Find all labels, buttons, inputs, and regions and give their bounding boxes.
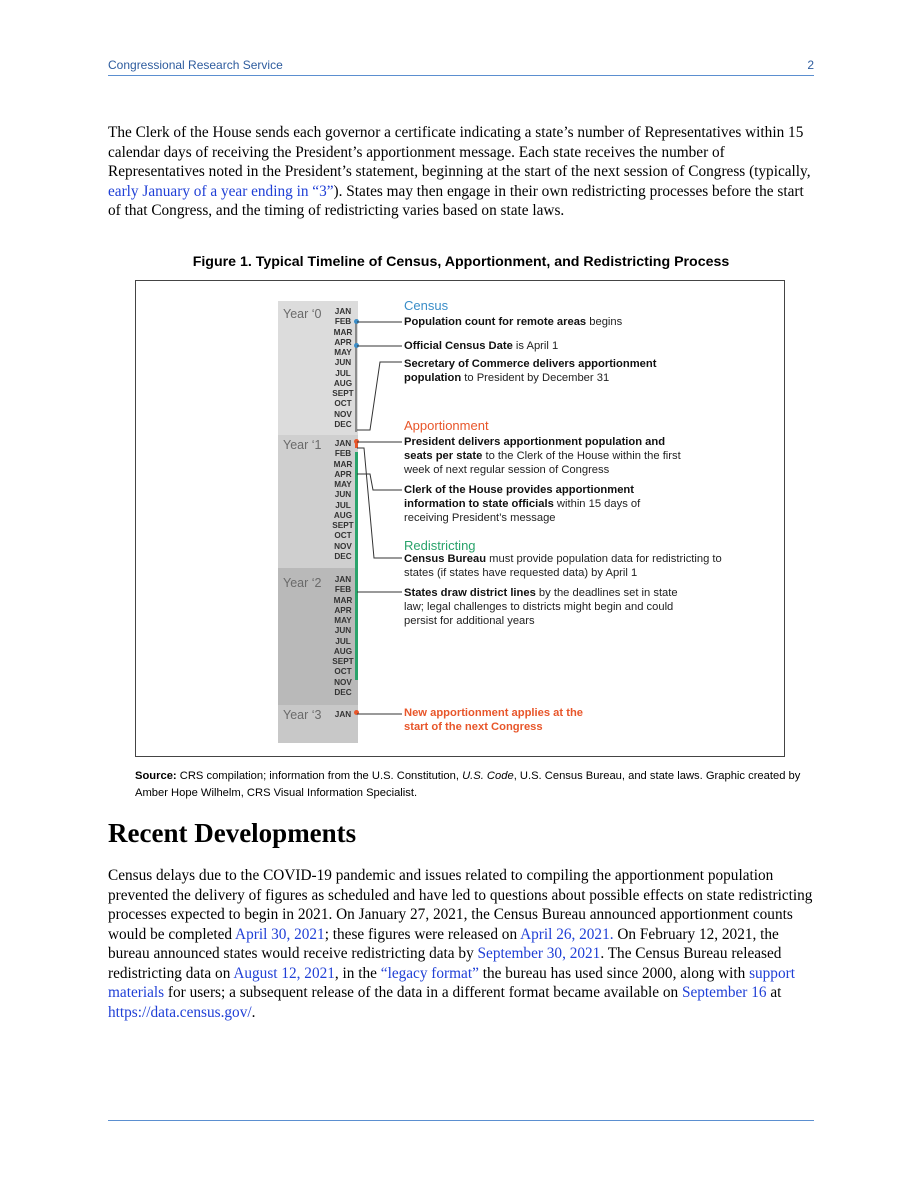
- link-september-30[interactable]: September 30, 2021: [477, 945, 601, 962]
- event-district-rest: by the deadlines set in state law; legal challenges to districts might begin and could persist for additional years: [404, 587, 678, 627]
- year2-month-mar: MAR: [333, 595, 353, 605]
- year2-label: Year ‘2: [283, 576, 322, 590]
- year0-month-apr: APR: [334, 337, 352, 347]
- year1-month-nov: NOV: [334, 541, 352, 551]
- year0-month-aug: AUG: [333, 378, 353, 388]
- figure-title: Figure 1. Typical Timeline of Census, Apportionment, and Redistricting Process: [192, 254, 730, 270]
- year1-label: Year ‘1: [283, 438, 322, 452]
- link-september-16[interactable]: September 16: [681, 984, 767, 1001]
- event-bureau-bold: Census Bureau: [404, 553, 487, 565]
- year0-month-mar: MAR: [333, 327, 353, 337]
- section-heading: Recent Developments: [108, 818, 357, 848]
- year3-month-jan: JAN: [334, 710, 352, 719]
- event-commerce-delivers: [404, 357, 674, 385]
- year1-month-mar: MAR: [333, 459, 353, 469]
- footer-rule: [108, 1120, 814, 1121]
- recent-text-6: the bureau has used since 2000, along with: [478, 964, 750, 982]
- source-italic: U.S. Code: [462, 770, 514, 782]
- recent-text-1: Census delays due to the COVID-19 pandemic and issues related to compiling the apportionment population prevented the delivery of figures as scheduled and have led to questions about possible effects on state redistricting processes expected to begin in 2021. On January 27, 2021, the Census Bureau announced apportionment counts would be completed: [108, 867, 813, 943]
- year1-month-feb: FEB: [334, 449, 352, 459]
- year2-month-nov: NOV: [334, 677, 352, 687]
- event-bureau-rest: must provide population data for redistricting to states (if states have requested data) by April 1: [404, 553, 722, 579]
- page-header: [108, 58, 814, 75]
- year2-month-jun: JUN: [334, 626, 352, 636]
- year0-month-feb: FEB: [334, 317, 352, 327]
- year0-month-sept: SEPT: [332, 389, 354, 398]
- year2-month-sept: SEPT: [332, 657, 354, 666]
- section-apportionment: Apportionment: [404, 418, 489, 433]
- link-data-census-gov[interactable]: https://data.census.gov/: [108, 1003, 252, 1021]
- year0-label: Year ‘0: [283, 307, 322, 321]
- link-april-26[interactable]: April 26, 2021.: [520, 925, 614, 943]
- source-text-1: CRS compilation; information from the U.S. Constitution,: [176, 770, 463, 782]
- page-number: 2: [807, 58, 814, 72]
- year1-month-apr: APR: [334, 469, 352, 479]
- event-clerk-provides: [404, 483, 664, 525]
- intro-text-1: The Clerk of the House sends each governor a certificate indicating a state’s number of Representatives within 15 calendar days of receiving the President’s apportionment message. Each state receives the number of Representatives noted in the President’s statement, beginning at the start of the next session of Congress (typically,: [108, 124, 811, 180]
- event-district-bold: States draw district lines: [404, 587, 536, 599]
- figure-source: [135, 768, 805, 801]
- recent-paragraph: [108, 866, 816, 1022]
- event-census-date-bold: Official Census Date: [404, 340, 513, 352]
- year0-month-oct: OCT: [334, 399, 352, 409]
- event-remote-count: [404, 315, 734, 329]
- year0-month-may: MAY: [334, 348, 352, 357]
- year1-month-sept: SEPT: [332, 521, 354, 530]
- recent-text-3: On February 12, 2021, the bureau announced states would receive redistricting data by: [108, 925, 779, 962]
- link-legacy-format[interactable]: “legacy format”: [380, 964, 479, 982]
- event-president-rest: to the Clerk of the House within the first week of next regular session of Congress: [404, 450, 681, 476]
- event-remote-count-rest: begins: [586, 316, 623, 328]
- year2-month-jan: JAN: [334, 575, 352, 584]
- event-clerk-bold: Clerk of the House provides apportionment information to state officials: [404, 484, 634, 510]
- intro-paragraph: [108, 123, 816, 221]
- year1-month-jun: JUN: [334, 490, 352, 500]
- year1-month-jan: JAN: [334, 439, 352, 448]
- link-early-january[interactable]: early January of a year ending in “3”: [108, 182, 334, 200]
- event-commerce-rest: to President by December 31: [461, 372, 610, 384]
- year3-label: Year ‘3: [283, 708, 322, 722]
- event-census-bureau-data: [404, 552, 734, 580]
- recent-text-4: . The Census Bureau released redistricting data on: [108, 945, 782, 982]
- year2-month-jul: JUL: [335, 636, 351, 646]
- year1-month-jul: JUL: [335, 500, 351, 510]
- year1-month-oct: OCT: [334, 531, 352, 541]
- recent-text-2: ; these figures were released on: [324, 925, 521, 943]
- event-commerce-bold: Secretary of Commerce delivers apportionment population: [404, 358, 657, 384]
- recent-text-5: , in the: [334, 964, 381, 982]
- year0-month-jul: JUL: [335, 368, 351, 378]
- year2-month-feb: FEB: [334, 585, 352, 595]
- event-president-bold: President delivers apportionment population and seats per state: [404, 436, 666, 462]
- year2-month-aug: AUG: [333, 646, 353, 656]
- year0-month-jun: JUN: [334, 358, 352, 368]
- year0-month-nov: NOV: [334, 409, 352, 419]
- recent-text-9: .: [251, 1003, 256, 1021]
- event-president-delivers: [404, 435, 684, 477]
- year2-month-apr: APR: [334, 605, 352, 615]
- event-district-lines: [404, 586, 694, 628]
- source-label: Source:: [135, 770, 177, 782]
- event-clerk-rest: within 15 days of receiving President’s message: [404, 498, 641, 524]
- year0-month-jan: JAN: [334, 307, 352, 316]
- event-census-date-rest: is April 1: [512, 340, 559, 352]
- header-rule: [108, 75, 814, 76]
- section-census: Census: [404, 298, 449, 313]
- recent-text-8: at: [766, 984, 782, 1001]
- section-redistricting: Redistricting: [404, 538, 476, 553]
- year1-month-may: MAY: [334, 480, 352, 489]
- link-april-30[interactable]: April 30, 2021: [235, 925, 325, 943]
- year1-month-aug: AUG: [333, 510, 353, 520]
- link-support-materials[interactable]: support materials: [108, 964, 795, 1001]
- intro-text-2: ). States may then engage in their own redistricting processes before the start of that Congress, and the timing of redistricting varies based on state laws.: [108, 182, 804, 219]
- year0-month-dec: DEC: [334, 419, 352, 429]
- org-name: Congressional Research Service: [108, 58, 283, 72]
- source-text-2: , U.S. Census Bureau, and state laws. Graphic created by Amber Hope Wilhelm, CRS Visual Information Specialist.: [135, 770, 801, 799]
- year2-month-may: MAY: [334, 616, 352, 625]
- event-remote-count-bold: Population count for remote areas: [404, 316, 587, 328]
- link-august-12[interactable]: August 12, 2021: [233, 964, 335, 982]
- year1-month-dec: DEC: [334, 551, 352, 561]
- year2-month-oct: OCT: [334, 667, 352, 677]
- event-new-apportionment: New apportionment applies at the start of the next Congress: [404, 707, 584, 733]
- event-census-date: [404, 339, 734, 353]
- recent-text-7: for users; a subsequent release of the data in a different format became available on: [164, 984, 682, 1001]
- year2-month-dec: DEC: [334, 687, 352, 697]
- timeline-connectors: [340, 300, 410, 720]
